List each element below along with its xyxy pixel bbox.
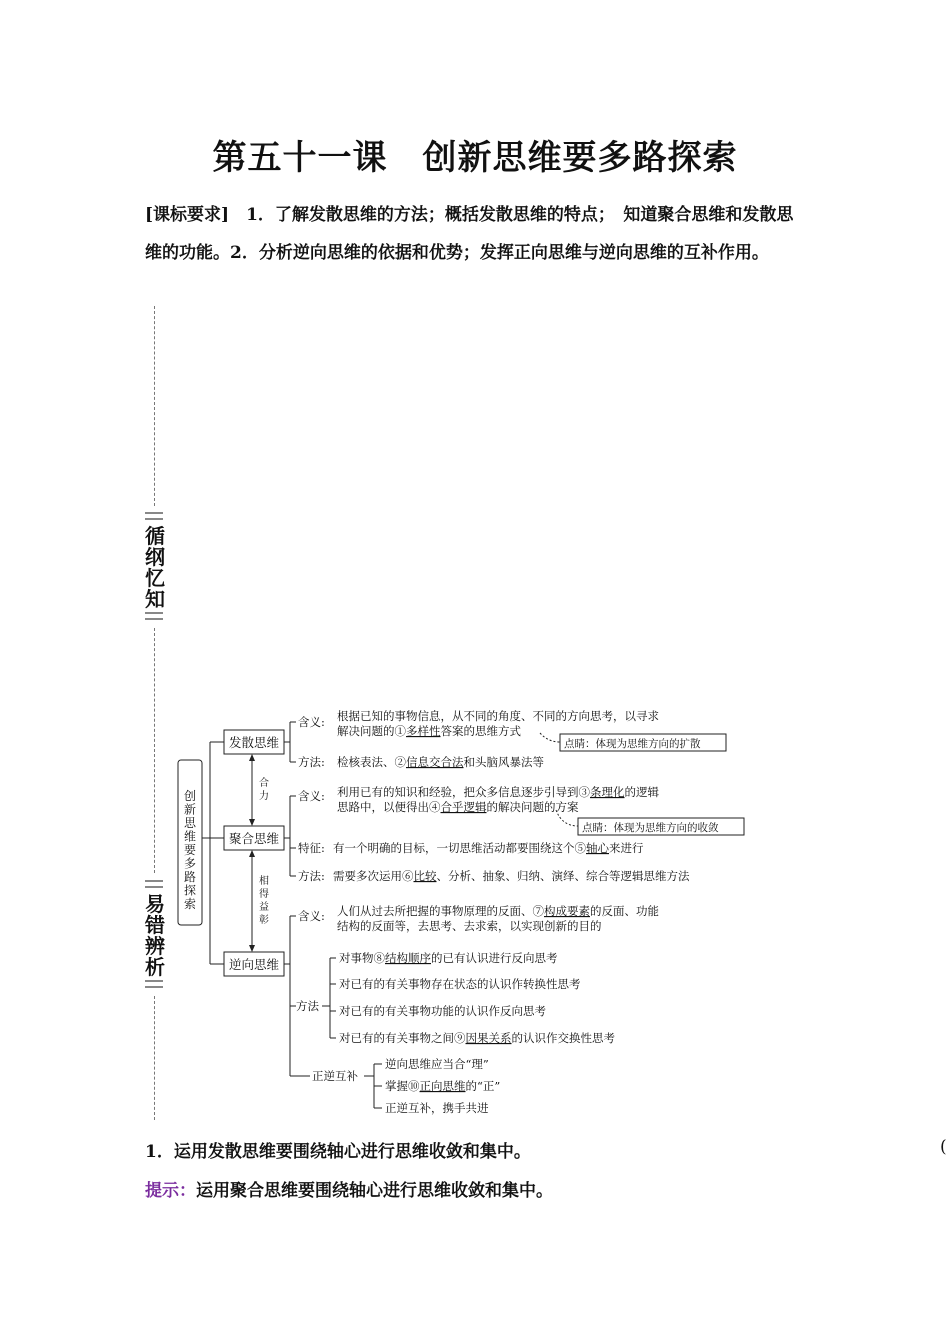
reverse-meaning-key: 含义: [298,909,325,923]
divergent-method-key: 方法: [298,755,325,769]
reverse-meaning-line1: 人们从过去所把握的事物原理的反面、⑦构成要素的反面、功能 [337,904,659,918]
answer-paren[interactable]: ( [940,1137,947,1157]
hint-line [145,1176,553,1201]
divergent-method: 检核表法、②信息交合法和头脑风暴法等 [337,755,544,769]
divergent-note: 点睛：体现为思维方向的扩散 [564,738,701,750]
reverse-method-key: 方法 [296,999,319,1013]
convergent-meaning-line1: 利用已有的知识和经验，把众多信息逐步引导到③条理化的逻辑 [337,785,659,799]
convergent-method: 需要多次运用⑥比较、分析、抽象、归纳、演绎、综合等逻辑思维方法 [333,869,690,883]
divergent-meaning-key: 含义: [298,715,325,729]
convergent-method-key: 方法: [298,869,325,883]
reverse-mutual-item: 掌握⑩正向思维的“正” [385,1079,501,1093]
divergent-meaning-line2: 解决问题的①多样性答案的思维方式 [337,724,521,738]
convergent-note: 点睛：体现为思维方向的收敛 [582,822,719,834]
convergent-meaning-line2: 思路中，以便得出④合乎逻辑的解决问题的方案 [337,800,579,814]
reverse-label: 逆向思维 [228,957,280,972]
complement-label: 相得益彰 [259,876,269,926]
requirements-text: 1．了解发散思维的方法；概括发散思维的特点； 知道聚合思维和发散思维的功能。2．分析逆向思维的依据和优势；发挥正向思维与逆向思维的互补作用。 [145,205,794,263]
reverse-mutual-list [385,1057,500,1115]
page-title: 第五十一课 创新思维要多路探索 [212,138,738,178]
divergent-meaning-line1: 根据已知的事物信息，从不同的角度、不同的方向思考，以寻求 [337,709,659,723]
convergent-feature: 有一个明确的目标，一切思维活动都要围绕这个⑤轴心来进行 [333,841,644,855]
reverse-mutual-item: 正逆互补，携手共进 [385,1101,489,1115]
convergent-label: 聚合思维 [228,831,280,846]
reverse-method-item: 对已有的有关事物存在状态的认识作转换性思考 [339,977,581,991]
root-label: 创新思维要多路探索 [183,789,197,911]
reverse-method-item: 对已有的有关事物之间⑨因果关系的认识作交换性思考 [339,1031,615,1045]
reverse-mutual-key: 正逆互补 [312,1069,358,1083]
hint-text: 运用聚合思维要围绕轴心进行思维收敛和集中。 [196,1181,553,1201]
requirements-label: [课标要求] [145,205,230,225]
reverse-mutual-item: 逆向思维应当合“理” [385,1057,489,1071]
side-label-review: 循纲忆知 [145,524,165,611]
hint-label: 提示： [145,1181,196,1201]
divergent-label: 发散思维 [228,735,280,750]
reverse-method-item: 对事物⑧结构顺序的已有认识进行反向思考 [339,951,558,965]
convergent-feature-key: 特征: [298,841,325,855]
question-1: 1．运用发散思维要围绕轴心进行思维收敛和集中。 [145,1142,531,1162]
convergent-meaning-key: 含义: [298,789,325,803]
reverse-meaning-line2: 结构的反面等，去思考、去求索，以实现创新的目的 [337,919,602,933]
reverse-methods-list [339,951,615,1045]
reverse-method-item: 对已有的有关事物功能的认识作反向思考 [339,1004,546,1018]
combine-label: 合力 [259,778,269,802]
side-label-errors: 易错辨析 [145,892,165,979]
